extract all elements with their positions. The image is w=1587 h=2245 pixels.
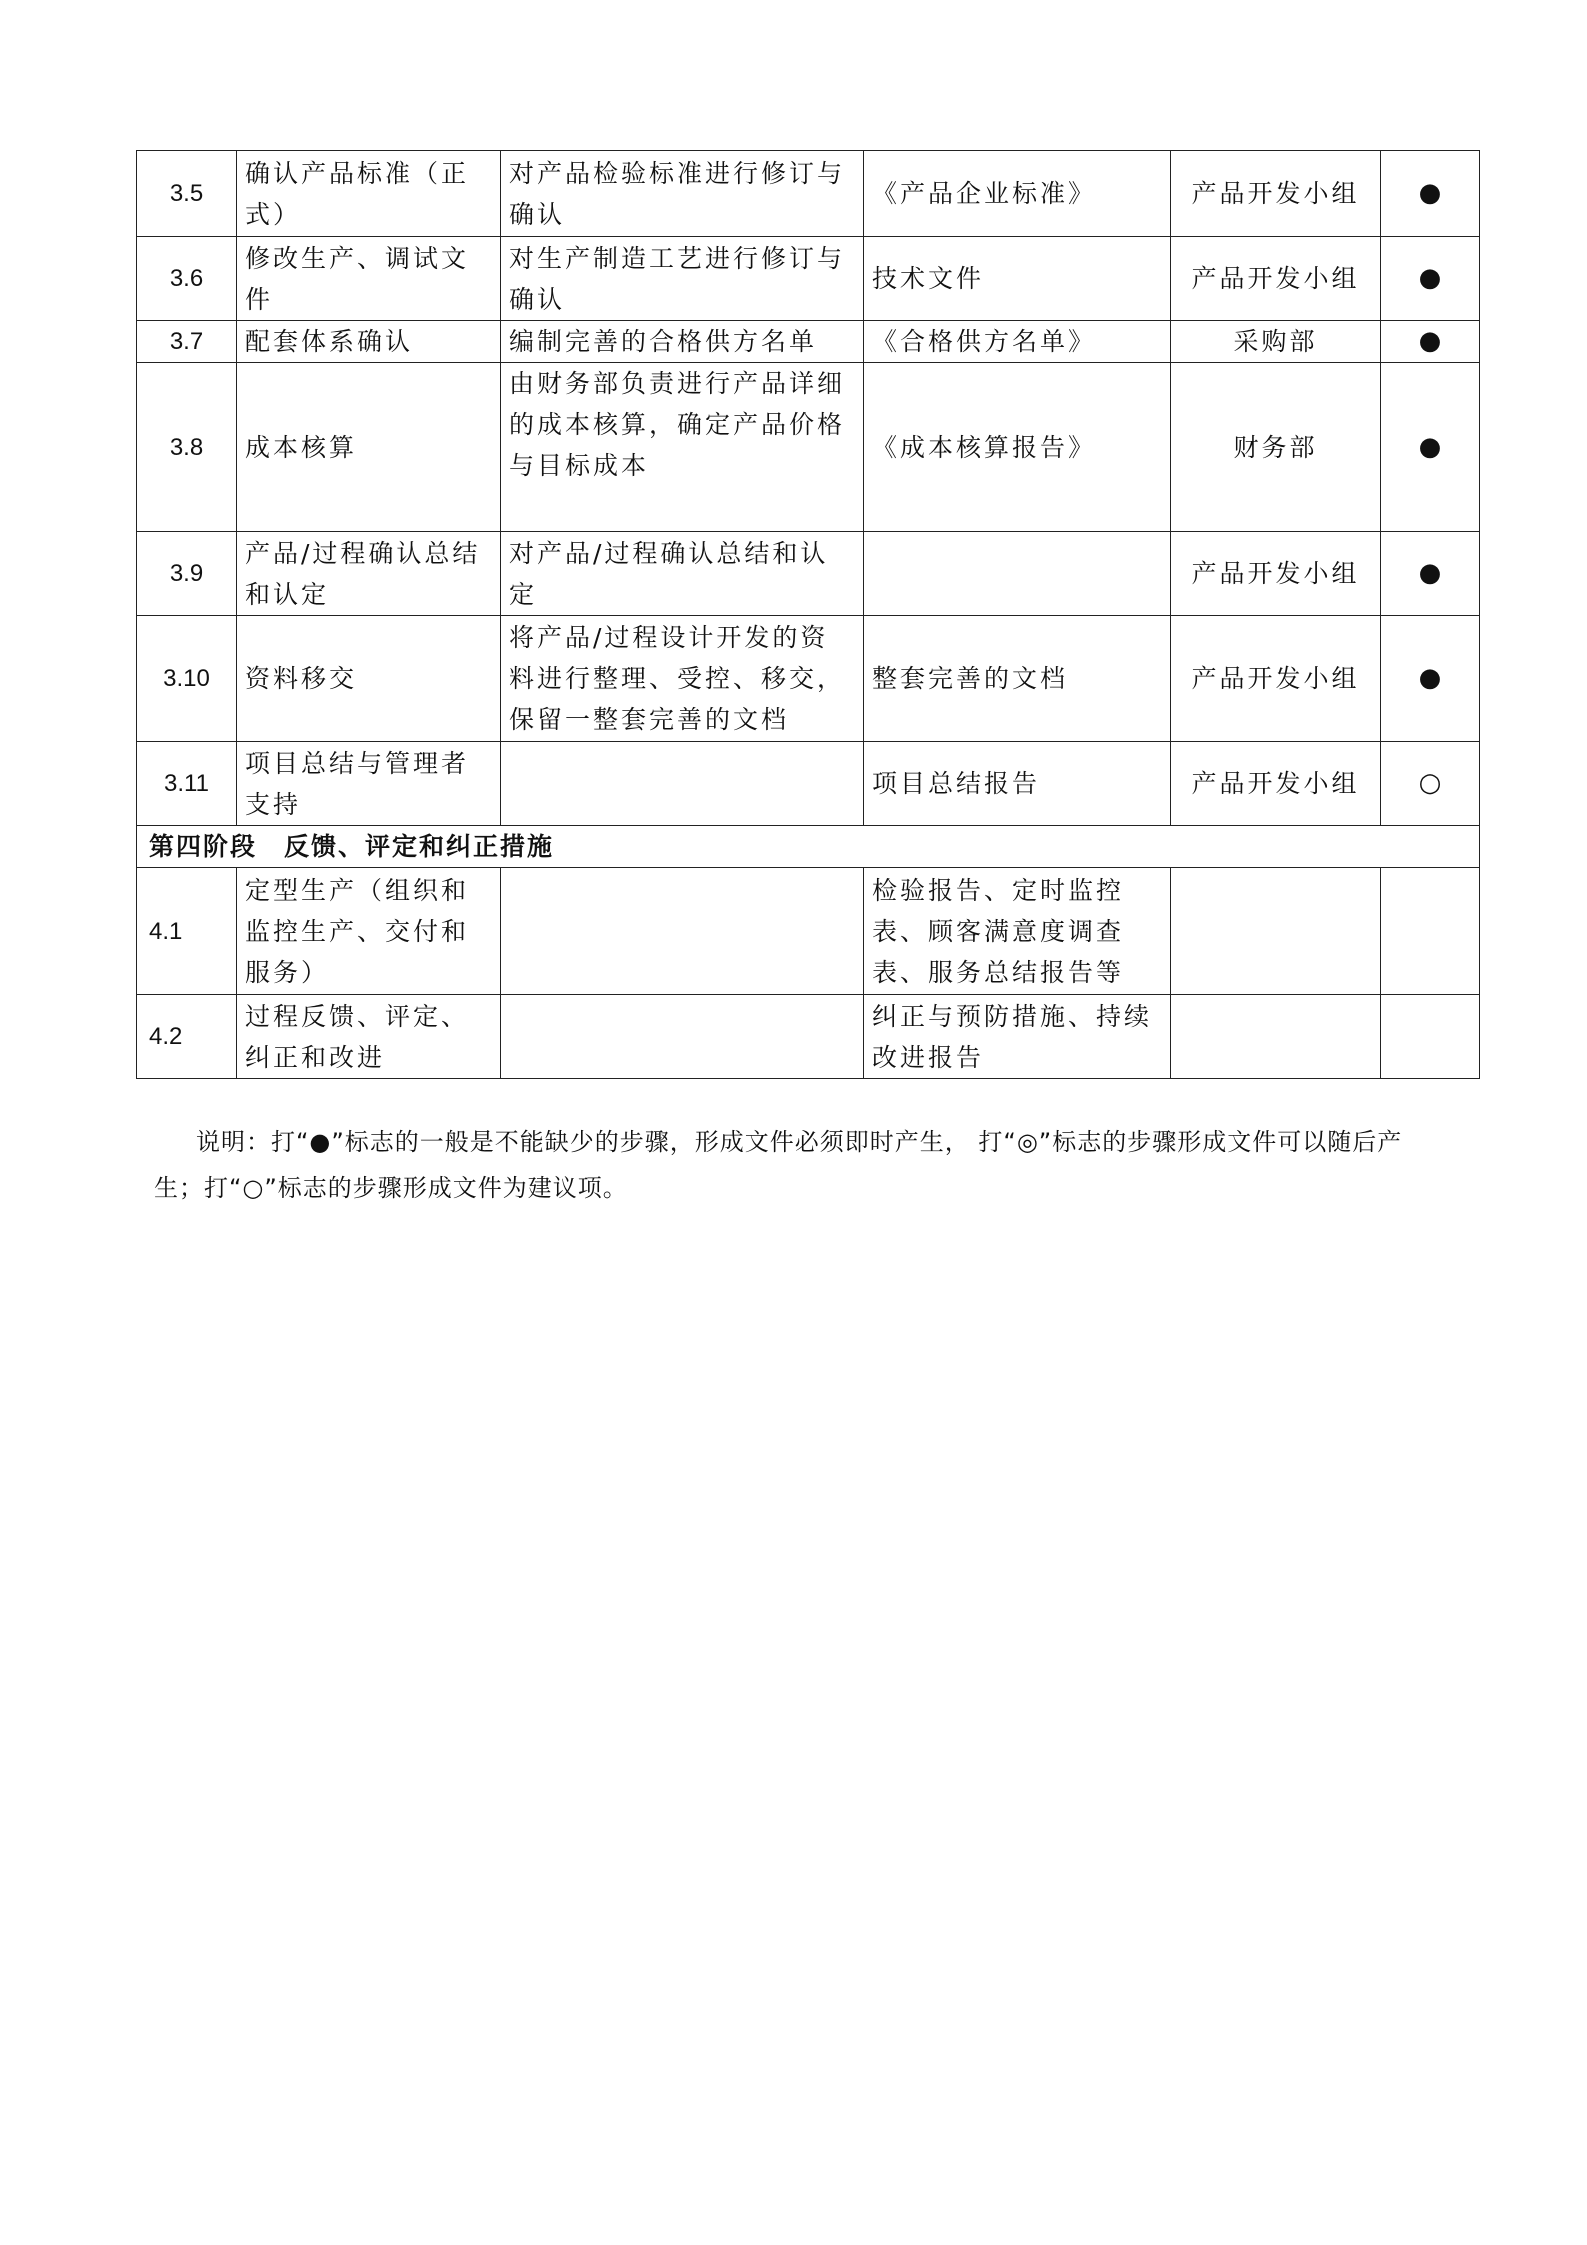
step-number: 3.9 — [137, 532, 237, 616]
step-dept — [1171, 868, 1381, 995]
step-output: 《合格供方名单》 — [864, 321, 1171, 363]
step-number: 3.8 — [137, 363, 237, 532]
step-content: 由财务部负责进行产品详细的成本核算，确定产品价格与目标成本 — [501, 363, 864, 532]
filled-circle-icon: ● — [1381, 321, 1480, 363]
step-content — [501, 742, 864, 826]
step-dept: 产品开发小组 — [1171, 742, 1381, 826]
step-output: 《产品企业标准》 — [864, 151, 1171, 237]
step-output: 技术文件 — [864, 237, 1171, 321]
step-content: 对产品/过程确认总结和认定 — [501, 532, 864, 616]
step-name: 资料移交 — [237, 616, 501, 742]
filled-circle-icon: ● — [1381, 363, 1480, 532]
step-output: 检验报告、定时监控表、顾客满意度调查表、服务总结报告等 — [864, 868, 1171, 995]
filled-circle-icon: ● — [1381, 151, 1480, 237]
phase-header-row — [137, 826, 1480, 868]
step-name: 确认产品标准（正式） — [237, 151, 501, 237]
table-row — [137, 532, 1480, 616]
step-dept: 采购部 — [1171, 321, 1381, 363]
step-number: 4.2 — [137, 995, 237, 1079]
step-output: 整套完善的文档 — [864, 616, 1171, 742]
step-mark — [1381, 995, 1480, 1079]
step-content — [501, 868, 864, 995]
step-dept — [1171, 995, 1381, 1079]
table-row — [137, 995, 1480, 1079]
filled-circle-icon: ● — [1381, 532, 1480, 616]
step-content — [501, 995, 864, 1079]
step-dept: 产品开发小组 — [1171, 532, 1381, 616]
step-name: 定型生产（组织和监控生产、交付和服务） — [237, 868, 501, 995]
table-row — [137, 151, 1480, 237]
step-number: 3.11 — [137, 742, 237, 826]
step-output: 项目总结报告 — [864, 742, 1171, 826]
step-name: 成本核算 — [237, 363, 501, 532]
step-output: 《成本核算报告》 — [864, 363, 1171, 532]
step-dept: 产品开发小组 — [1171, 237, 1381, 321]
table-row — [137, 321, 1480, 363]
step-number: 3.7 — [137, 321, 237, 363]
page-content — [136, 150, 1479, 1211]
step-number: 3.5 — [137, 151, 237, 237]
step-dept: 产品开发小组 — [1171, 616, 1381, 742]
legend-note: 说明：打“●”标志的一般是不能缺少的步骤，形成文件必须即时产生， 打“◎”标志的步骤形成文件可以随后产生；打“○”标志的步骤形成文件为建议项。 — [154, 1128, 1403, 1202]
step-dept: 财务部 — [1171, 363, 1381, 532]
step-output: 纠正与预防措施、持续改进报告 — [864, 995, 1171, 1079]
step-content: 对产品检验标准进行修订与确认 — [501, 151, 864, 237]
step-content: 将产品/过程设计开发的资料进行整理、受控、移交，保留一整套完善的文档 — [501, 616, 864, 742]
hollow-circle-icon: ○ — [1381, 742, 1480, 826]
table-row — [137, 868, 1480, 995]
step-name: 配套体系确认 — [237, 321, 501, 363]
step-output — [864, 532, 1171, 616]
step-dept: 产品开发小组 — [1171, 151, 1381, 237]
step-number: 3.6 — [137, 237, 237, 321]
filled-circle-icon: ● — [1381, 237, 1480, 321]
filled-circle-icon: ● — [1381, 616, 1480, 742]
step-name: 产品/过程确认总结和认定 — [237, 532, 501, 616]
step-number: 4.1 — [137, 868, 237, 995]
step-number: 3.10 — [137, 616, 237, 742]
table-row — [137, 363, 1480, 532]
step-mark — [1381, 868, 1480, 995]
table-row — [137, 742, 1480, 826]
step-name: 过程反馈、评定、纠正和改进 — [237, 995, 501, 1079]
step-content: 对生产制造工艺进行修订与确认 — [501, 237, 864, 321]
step-name: 修改生产、调试文件 — [237, 237, 501, 321]
step-name: 项目总结与管理者支持 — [237, 742, 501, 826]
table-row — [137, 237, 1480, 321]
process-table — [136, 150, 1480, 1079]
table-row — [137, 616, 1480, 742]
step-content: 编制完善的合格供方名单 — [501, 321, 864, 363]
phase-title: 第四阶段 反馈、评定和纠正措施 — [137, 826, 1480, 868]
